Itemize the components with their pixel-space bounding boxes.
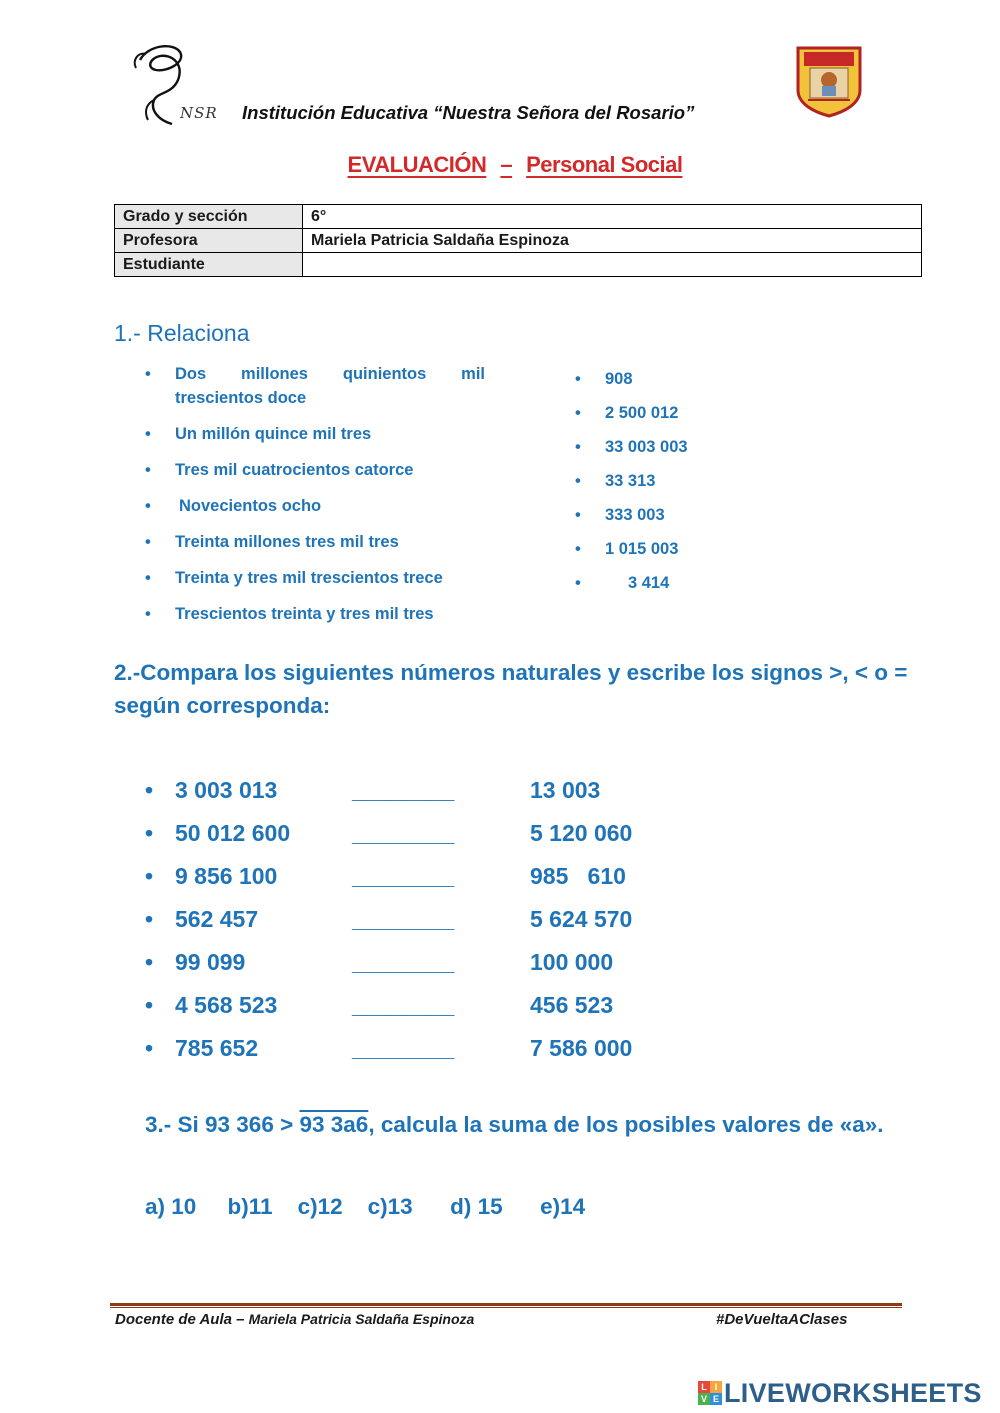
table-row [115,229,922,253]
list-item[interactable]: • 33 003 003 [575,430,775,464]
grade-label: Grado y sección [115,205,303,229]
list-item[interactable]: • Treinta millones tres mil tres [145,530,485,554]
bullet-icon: • [145,820,154,846]
list-item[interactable]: • 33 313 [575,464,775,498]
answer-blank[interactable]: ________ [352,777,455,803]
list-item[interactable]: • Tres mil cuatrocientos catorce [145,458,485,482]
numbers-list [575,362,775,600]
number-right: 5 624 570 [530,906,633,932]
number-left: 9 856 100 [175,863,278,889]
question-2-title: 2.-Compara los siguientes números naturales y escribe los signos >, < o = según corresponda: [114,660,908,718]
number-right: 7 586 000 [530,1035,633,1061]
teacher-label: Profesora [115,229,303,253]
table-row [115,253,922,277]
school-name: Institución Educativa “Nuestra Señora del Rosario” [242,102,695,123]
answer-blank[interactable]: ________ [352,992,455,1018]
liveworksheets-brand [698,1378,982,1408]
list-item[interactable]: • 1 015 003 [575,532,775,566]
list-item[interactable]: • 908 [575,362,775,396]
bullet-icon: • [145,863,154,889]
page-title: EVALUACIÓN – Personal Social [347,152,683,177]
bullet-icon: • [145,1035,154,1061]
student-name-field[interactable] [303,253,922,277]
answer-blank[interactable]: ________ [352,863,455,889]
bullet-icon: • [145,949,154,975]
answer-blank[interactable]: ________ [352,949,455,975]
number-left: 99 099 [175,949,246,975]
number-left: 562 457 [175,906,259,932]
number-right: 985 610 [530,863,626,889]
question-1-title: 1.- Relaciona [114,320,250,346]
overlined-number: 93 3a6 [299,1112,369,1137]
footer-divider [110,1303,902,1306]
number-words-list [145,362,485,638]
list-item[interactable]: • Treinta y tres mil trescientos trece [145,566,485,590]
student-info-table [114,204,922,277]
number-right: 5 120 060 [530,820,633,846]
list-item[interactable]: • 2 500 012 [575,396,775,430]
number-left: 785 652 [175,1035,259,1061]
number-right: 13 003 [530,777,601,803]
list-item[interactable]: • Un millón quince mil tres [145,422,485,446]
answer-blank[interactable]: ________ [352,820,455,846]
list-item[interactable]: • 333 003 [575,498,775,532]
list-item[interactable]: • Trescientos treinta y tres mil tres [145,602,485,626]
question-3-text: 3.- Si 93 366 > 93 3a6, calcula la suma de los posibles valores de «a». [145,1112,884,1137]
footer-divider-thin [110,1307,902,1308]
number-left: 50 012 600 [175,820,291,846]
answer-options[interactable]: a) 10 b)11 c)12 c)13 d) 15 e)14 [145,1194,586,1219]
school-crest-icon [794,44,864,118]
bullet-icon: • [145,777,154,803]
list-item[interactable]: • 3 414 [575,566,775,600]
brand-name: LIVEWORKSHEETS [724,1377,982,1408]
grade-value: 6° [303,205,922,229]
bullet-icon: • [145,992,154,1018]
student-label: Estudiante [115,253,303,277]
bullet-icon: • [145,906,154,932]
number-right: 100 000 [530,949,614,975]
answer-blank[interactable]: ________ [352,906,455,932]
list-item[interactable]: • Novecientos ocho [145,494,485,518]
table-row [115,205,922,229]
footer-hashtag: #DeVueltaAClases [716,1311,848,1328]
school-initials: NSR [180,104,218,122]
liveworksheets-logo-icon: L I V E [698,1381,722,1405]
footer-teacher: Docente de Aula – Mariela Patricia Saldaña Espinoza [115,1311,475,1328]
list-item[interactable]: • Dos millones quinientos mil trescientos doce [145,362,485,410]
number-left: 3 003 013 [175,777,278,803]
teacher-value: Mariela Patricia Saldaña Espinoza [303,229,922,253]
number-right: 456 523 [530,992,614,1018]
answer-blank[interactable]: ________ [352,1035,455,1061]
number-left: 4 568 523 [175,992,278,1018]
